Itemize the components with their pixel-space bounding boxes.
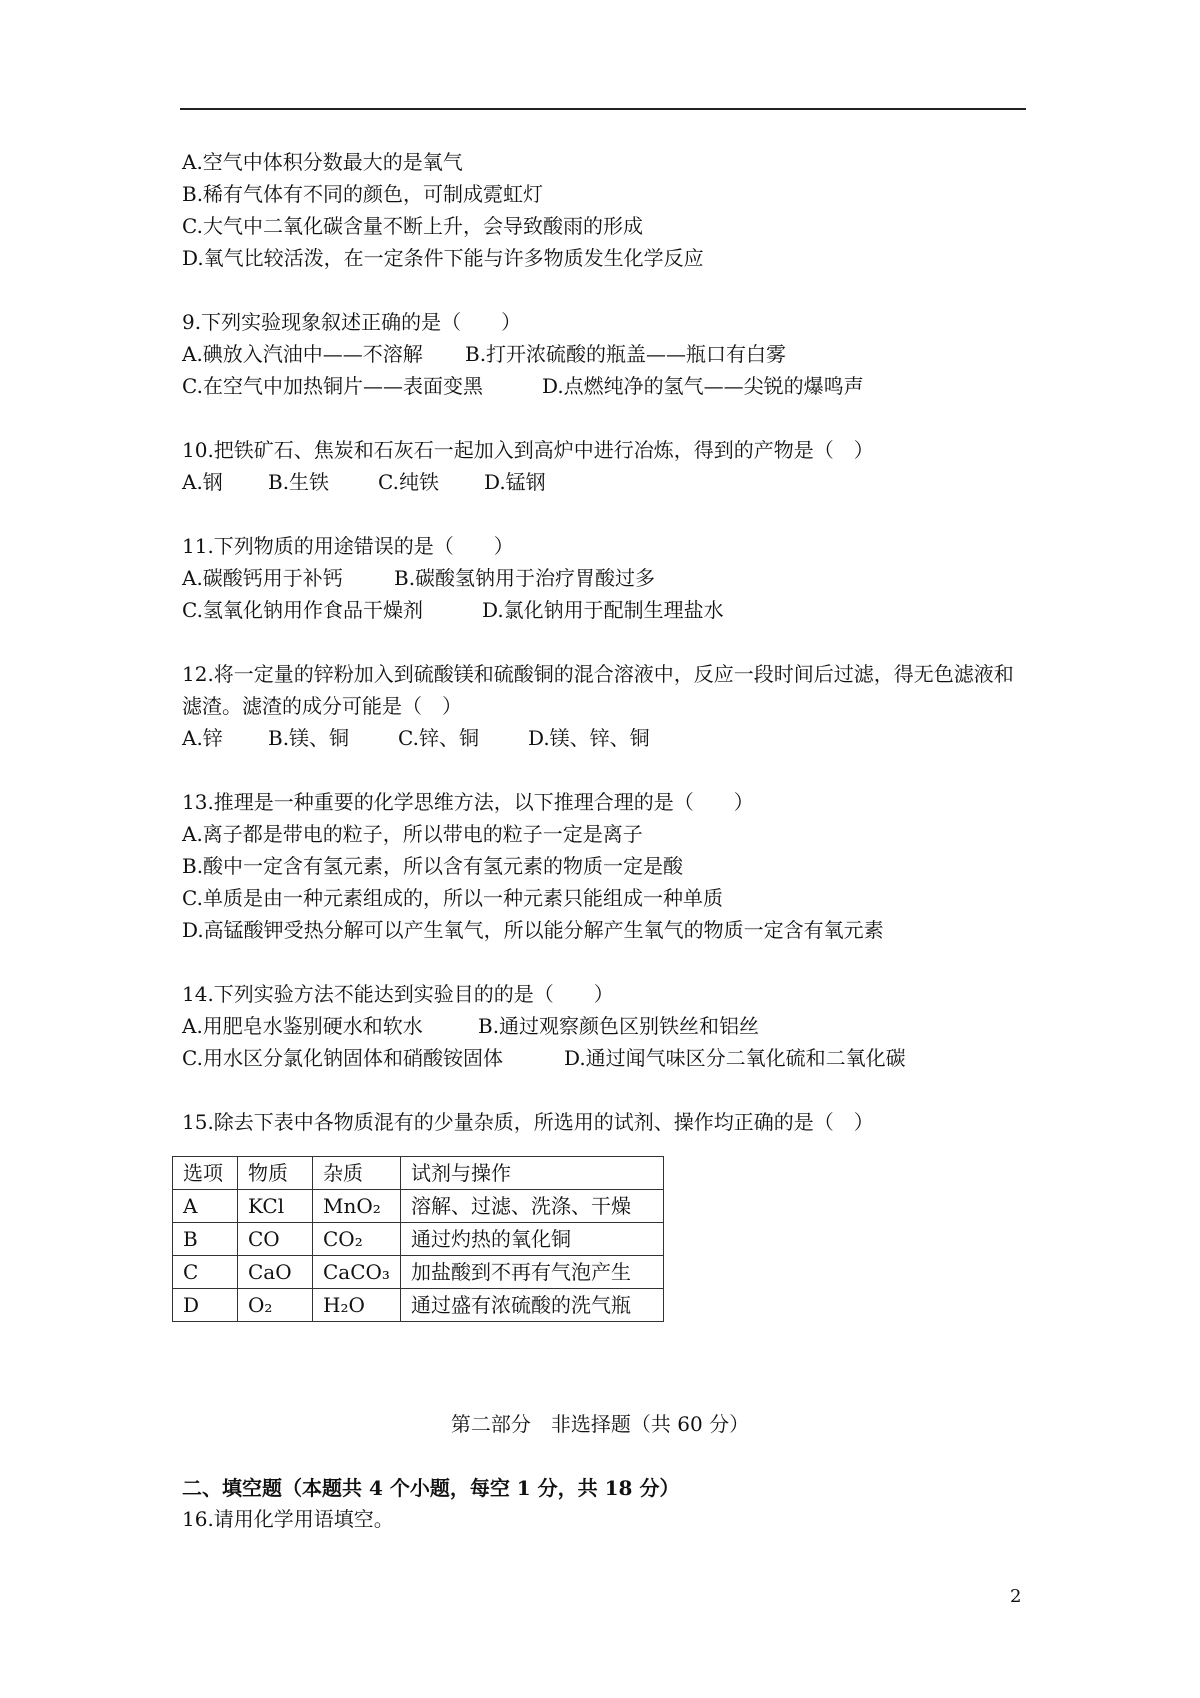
q10-option-c: C.纯铁 bbox=[378, 470, 439, 494]
q13-option-c: C.单质是由一种元素组成的，所以一种元素只能组成一种单质 bbox=[182, 886, 723, 910]
table-cell: 加盐酸到不再有气泡产生 bbox=[400, 1256, 663, 1289]
q13-stem: 13.推理是一种重要的化学思维方法，以下推理合理的是（ ） bbox=[182, 790, 754, 814]
question-11 bbox=[182, 530, 1032, 626]
table-row bbox=[173, 1256, 664, 1289]
table-header-row bbox=[173, 1157, 664, 1190]
q12-stem: 12.将一定量的锌粉加入到硫酸镁和硫酸铜的混合溶液中，反应一段时间后过滤，得无色滤液和滤渣。滤渣的成分可能是（ ） bbox=[182, 662, 1014, 718]
table-cell: H₂O bbox=[313, 1289, 401, 1322]
q14-option-b: B.通过观察颜色区别铁丝和铝丝 bbox=[478, 1014, 760, 1038]
table-header-cell: 物质 bbox=[238, 1157, 313, 1190]
question-15 bbox=[182, 1106, 1032, 1322]
q11-option-b: B.碳酸氢钠用于治疗胃酸过多 bbox=[394, 566, 656, 590]
question-8-options bbox=[182, 146, 1032, 274]
q14-stem: 14.下列实验方法不能达到实验目的的是（ ） bbox=[182, 982, 614, 1006]
q8-option-a: A.空气中体积分数最大的是氧气 bbox=[182, 150, 463, 174]
q11-option-a: A.碳酸钙用于补钙 bbox=[182, 566, 343, 590]
table-cell: O₂ bbox=[238, 1289, 313, 1322]
question-13 bbox=[182, 786, 1032, 946]
table-row bbox=[173, 1190, 664, 1223]
q10-stem: 10.把铁矿石、焦炭和石灰石一起加入到高炉中进行冶炼，得到的产物是（ ） bbox=[182, 438, 874, 462]
q8-option-b: B.稀有气体有不同的颜色，可制成霓虹灯 bbox=[182, 182, 544, 206]
q12-option-d: D.镁、锌、铜 bbox=[528, 726, 650, 750]
table-cell: CaCO₃ bbox=[313, 1256, 401, 1289]
q14-option-a: A.用肥皂水鉴别硬水和软水 bbox=[182, 1014, 423, 1038]
table-cell: CO₂ bbox=[313, 1223, 401, 1256]
question-14 bbox=[182, 978, 1032, 1074]
q10-option-a: A.钢 bbox=[182, 470, 223, 494]
question-12 bbox=[182, 658, 1032, 754]
q9-option-c: C.在空气中加热铜片——表面变黑 bbox=[182, 374, 483, 398]
q8-option-c: C.大气中二氧化碳含量不断上升，会导致酸雨的形成 bbox=[182, 214, 643, 238]
q13-option-a: A.离子都是带电的粒子，所以带电的粒子一定是离子 bbox=[182, 822, 643, 846]
question-16-stem: 16.请用化学用语填空。 bbox=[182, 1507, 394, 1531]
header-rule bbox=[180, 108, 1026, 110]
q11-stem: 11.下列物质的用途错误的是（ ） bbox=[182, 534, 514, 558]
q14-option-d: D.通过闻气味区分二氧化硫和二氧化碳 bbox=[564, 1046, 906, 1070]
table-header-cell: 试剂与操作 bbox=[400, 1157, 663, 1190]
table-cell: KCl bbox=[238, 1190, 313, 1223]
table-cell: 通过盛有浓硫酸的洗气瓶 bbox=[400, 1289, 663, 1322]
page-number: 2 bbox=[1010, 1586, 1022, 1607]
q9-option-d: D.点燃纯净的氢气——尖锐的爆鸣声 bbox=[542, 374, 864, 398]
q11-option-c: C.氢氧化钠用作食品干燥剂 bbox=[182, 598, 423, 622]
table-cell: 溶解、过滤、洗涤、干燥 bbox=[400, 1190, 663, 1223]
part-two-title: 第二部分 非选择题（共 60 分） bbox=[450, 1412, 750, 1436]
section-heading: 二、填空题（本题共 4 个小题，每空 1 分，共 18 分） bbox=[182, 1476, 680, 1500]
table-header-cell: 选项 bbox=[173, 1157, 238, 1190]
table-cell: CO bbox=[238, 1223, 313, 1256]
table-cell: A bbox=[173, 1190, 238, 1223]
q12-option-a: A.锌 bbox=[182, 726, 223, 750]
q10-option-b: B.生铁 bbox=[268, 470, 330, 494]
question-10 bbox=[182, 434, 1032, 498]
q15-table bbox=[172, 1156, 664, 1322]
question-list bbox=[182, 146, 1032, 1354]
q13-option-b: B.酸中一定含有氢元素，所以含有氢元素的物质一定是酸 bbox=[182, 854, 684, 878]
q9-stem: 9.下列实验现象叙述正确的是（ ） bbox=[182, 310, 522, 334]
q12-option-b: B.镁、铜 bbox=[268, 726, 350, 750]
q15-stem: 15.除去下表中各物质混有的少量杂质，所选用的试剂、操作均正确的是（ ） bbox=[182, 1110, 874, 1134]
table-header-cell: 杂质 bbox=[313, 1157, 401, 1190]
table-cell: CaO bbox=[238, 1256, 313, 1289]
table-row bbox=[173, 1289, 664, 1322]
q9-option-b: B.打开浓硫酸的瓶盖——瓶口有白雾 bbox=[465, 342, 787, 366]
q9-option-a: A.碘放入汽油中——不溶解 bbox=[182, 342, 423, 366]
table-cell: MnO₂ bbox=[313, 1190, 401, 1223]
q10-option-d: D.锰钢 bbox=[484, 470, 546, 494]
table-cell: 通过灼热的氧化铜 bbox=[400, 1223, 663, 1256]
table-cell: B bbox=[173, 1223, 238, 1256]
q11-option-d: D.氯化钠用于配制生理盐水 bbox=[482, 598, 724, 622]
q13-option-d: D.高锰酸钾受热分解可以产生氧气，所以能分解产生氧气的物质一定含有氧元素 bbox=[182, 918, 884, 942]
q8-option-d: D.氧气比较活泼，在一定条件下能与许多物质发生化学反应 bbox=[182, 246, 704, 270]
q14-option-c: C.用水区分氯化钠固体和硝酸铵固体 bbox=[182, 1046, 503, 1070]
table-cell: D bbox=[173, 1289, 238, 1322]
question-9 bbox=[182, 306, 1032, 402]
table-row bbox=[173, 1223, 664, 1256]
table-cell: C bbox=[173, 1256, 238, 1289]
q12-option-c: C.锌、铜 bbox=[398, 726, 479, 750]
